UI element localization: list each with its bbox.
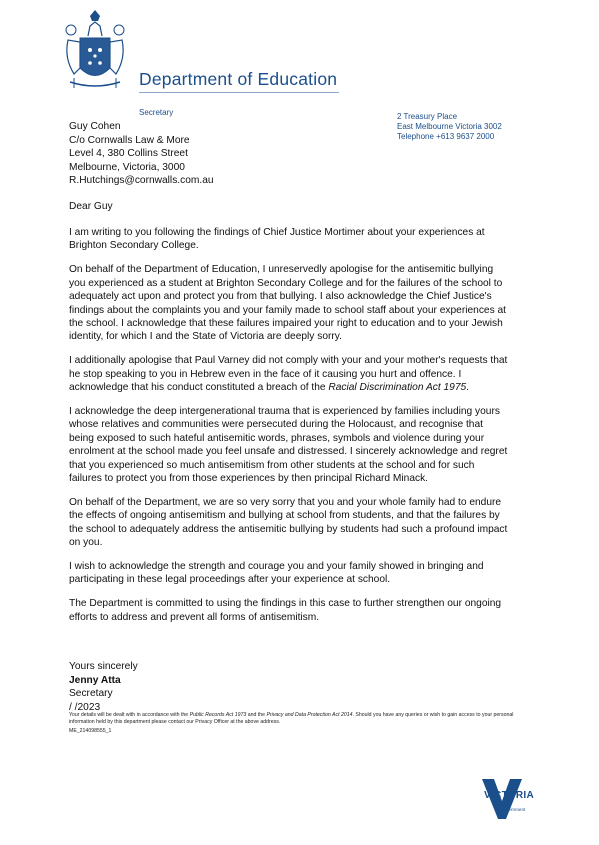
victoria-wordmark: VICTORIA bbox=[484, 790, 534, 801]
sender-title: Secretary bbox=[139, 108, 174, 117]
address-telephone: Telephone +613 9637 2000 bbox=[397, 132, 495, 141]
state-government-label bbox=[500, 802, 525, 812]
recipient-care-of: C/o Cornwalls Law & More bbox=[69, 134, 190, 146]
coat-of-arms-icon bbox=[60, 8, 130, 96]
act-title: Racial Discrimination Act 1975 bbox=[328, 382, 467, 394]
paragraph: I acknowledge the deep intergenerational trauma that is experienced by families including yours whose relatives and communities were persecuted during the Holocaust, and recognise that being exposed to such hateful antisemitic words, phrases, symbols and violence during your enrolment at the school made you feel unsafe and distressed. I sincerely acknowledge and regret that you experienced so much antisemitism from other students at the school and for such failures to protect you from those experiences by then principal Richard Minack. bbox=[69, 405, 508, 484]
paragraph: The Department is committed to using the findings in this case to further strengthen our ongoing efforts to address and prevent all forms of antisemitism. bbox=[69, 598, 502, 623]
paragraph: I am writing to you following the findings of Chief Justice Mortimer about your experiences at Brighton Secondary College. bbox=[69, 227, 485, 252]
footnote-text: Your details will be dealt with in accordance with the bbox=[69, 712, 190, 718]
act-title: Public Records Act 1973 bbox=[189, 712, 247, 718]
paragraph bbox=[69, 354, 509, 394]
sub-line: State bbox=[500, 802, 511, 807]
paragraph-text: I additionally apologise that Paul Varney did not comply with your and your mother's requests that he stop speaking to you in Hebrew even in the face of it causing you hurt and offence. I acknowledge that his conduct constituted a breach of the bbox=[69, 355, 508, 394]
paragraph: On behalf of the Department of Education, I unreservedly apologise for the antisemitic bullying you experienced as a student at Brighton Secondary College and for the failures of the school to adequately act upon and protect you from that bullying. I also acknowledge the Chief Justice's findings about the complaints you and your family made to school staff about your experiences at the school. I acknowledge that these failures impaired your right to education and to your Jewish identity, for which I and the State of Victoria are deeply sorry. bbox=[69, 264, 506, 343]
signature-date: / /2023 bbox=[69, 701, 101, 713]
signer-name: Jenny Atta bbox=[69, 674, 121, 686]
department-address bbox=[397, 112, 502, 142]
document-reference: ME_214098555_1 bbox=[69, 728, 112, 734]
recipient-city: Melbourne, Victoria, 3000 bbox=[69, 161, 185, 173]
letter-body bbox=[69, 226, 509, 635]
valediction: Yours sincerely bbox=[69, 661, 138, 672]
department-name: Department of Education bbox=[139, 69, 338, 89]
footnote-text: . Should you have any queries or wish to gain access to your personal information held by this department please contact our Privacy Officer at the above address. bbox=[69, 712, 514, 725]
recipient-email: R.Hutchings@cornwalls.com.au bbox=[69, 175, 214, 186]
paragraph: On behalf of the Department, we are so very sorry that you and your whole family had to endure the effects of ongoing antisemitism and bullying at school from students, and that the failures by the school to adequately address the antisemitic bullying by students had such a profound impact on you. bbox=[69, 496, 508, 549]
footnote-text: and the bbox=[246, 712, 267, 718]
letterhead-rule bbox=[139, 92, 339, 93]
recipient-name: Guy Cohen bbox=[69, 121, 121, 132]
paragraph: I wish to acknowledge the strength and courage you and your family showed in bringing and participating in these legal proceedings after your experience at school. bbox=[69, 561, 484, 586]
act-title: Privacy and Data Protection Act 2014 bbox=[266, 712, 353, 718]
sub-line: Government bbox=[500, 807, 526, 813]
recipient-block bbox=[69, 120, 214, 188]
paragraph-text: . bbox=[466, 382, 470, 394]
address-line: East Melbourne Victoria 3002 bbox=[397, 122, 502, 131]
recipient-street: Level 4, 380 Collins Street bbox=[69, 148, 188, 159]
address-line: 2 Treasury Place bbox=[397, 112, 458, 121]
salutation: Dear Guy bbox=[69, 201, 113, 212]
privacy-footnote bbox=[69, 712, 539, 725]
closing-block bbox=[69, 660, 138, 714]
signer-title: Secretary bbox=[69, 688, 113, 699]
